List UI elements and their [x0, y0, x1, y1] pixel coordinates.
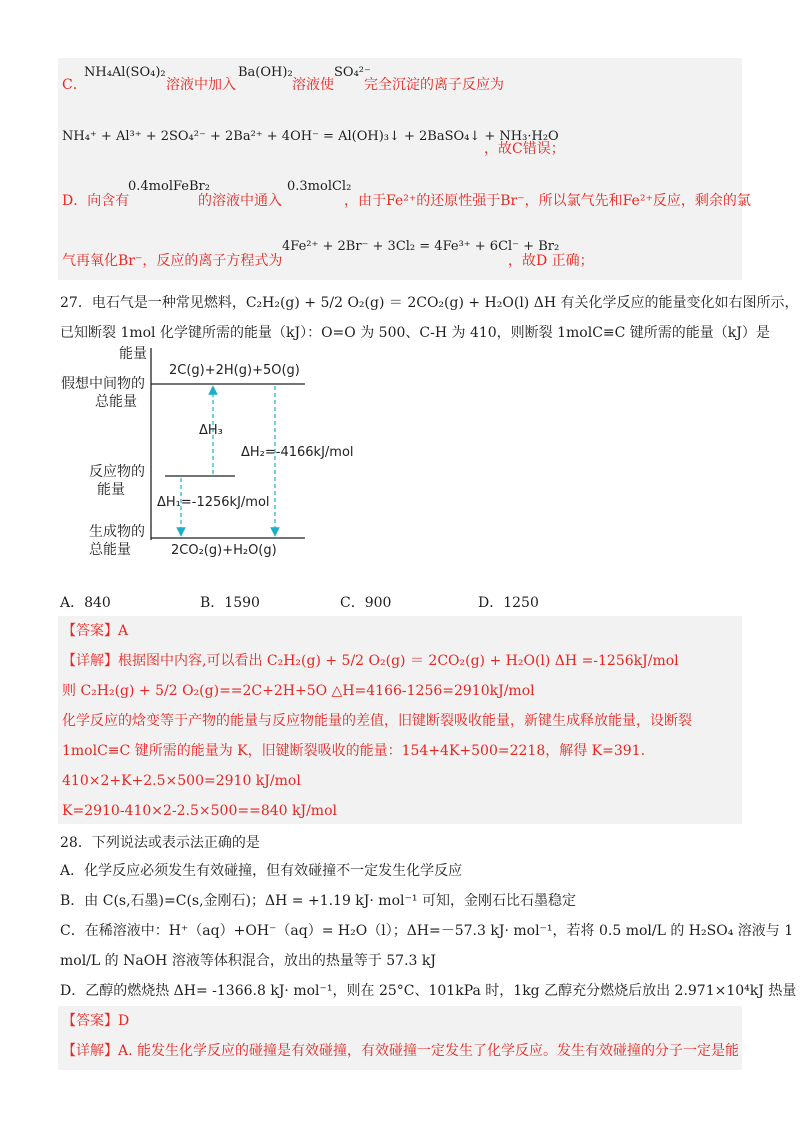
q28-option-c-line-2: mol/L 的 NaOH 溶液等体积混合，放出的热量等于 57.3 kJ: [60, 953, 436, 969]
formula-so4: SO₄²⁻: [334, 65, 371, 80]
detail-text: A. 能发生化学反应的碰撞是有效碰撞，有效碰撞一定发生了化学反应。发生有效碰撞的分子一定是能: [118, 1043, 740, 1059]
detail-27-line-3: 化学反应的焓变等于产物的能量与反应物能量的差值，旧键断裂吸收能量，新键生成释放能量，设断裂: [62, 713, 692, 729]
question-28-stem: 28．下列说法或表示法正确的是: [60, 835, 260, 851]
answer-28: 【答案】D: [62, 1013, 130, 1029]
formula-cl2: 0.3molCl₂: [287, 179, 352, 194]
product-label-1: 生成物的: [89, 524, 145, 540]
q28-option-c-line-1: C．在稀溶液中：H⁺（aq）+OH⁻（aq）= H₂O（l）；ΔH=－57.3 kJ· mol⁻¹，若将 0.5 mol/L 的 H₂SO₄ 溶液与 1: [60, 923, 794, 939]
option-c-text-3: 完全沉淀的离子反应为: [364, 77, 504, 93]
reactant-label-2: 能量: [97, 482, 125, 498]
equation-c: NH₄⁺ + Al³⁺ + 2SO₄²⁻ + 2Ba²⁺ + 4OH⁻ = Al(OH)₃↓ + 2BaSO₄↓ + NH₃·H₂O: [62, 129, 559, 144]
dh3-label: ΔH₃: [199, 423, 223, 438]
detail-27-line-6: K=2910-410×2-2.5×500==840 kJ/mol: [62, 803, 337, 819]
formula-nh4al: NH₄Al(SO₄)₂: [84, 65, 166, 80]
detail-28-line-1: [62, 1042, 739, 1060]
formula-baoh2: Ba(OH)₂: [238, 65, 293, 80]
product-label-2: 总能量: [89, 542, 131, 558]
dh1-label: ΔH₁=-1256kJ/mol: [157, 495, 270, 510]
option-d-prefix: D．向含有: [62, 193, 130, 209]
option-c-prefix: C．: [62, 77, 87, 93]
option-d-text-3: 气再氧化Br⁻，反应的离子方程式为: [62, 253, 283, 269]
q28-option-a: A．化学反应必须发生有效碰撞，但有效碰撞不一定发生化学反应: [60, 863, 463, 879]
option-c-end: ，故C错误；: [484, 141, 565, 157]
detail-text: 根据图中内容,可以看出 C₂H₂(g) + 5/2 O₂(g) ＝ 2CO₂(g) + H₂O(l) ΔH =-1256kJ/mol: [118, 653, 679, 669]
detail-tag: 【详解】: [62, 653, 118, 669]
formula-febr2: 0.4molFeBr₂: [128, 179, 210, 194]
energy-diagram: [61, 342, 385, 562]
reactant-label-1: 反应物的: [89, 464, 145, 480]
question-27-line-2: 已知断裂 1mol 化学键所需的能量（kJ）：O=O 为 500、C-H 为 410，则断裂 1molC≡C 键所需的能量（kJ）是: [60, 325, 770, 341]
q27-option-d: D．1250: [478, 595, 539, 611]
answer-27: 【答案】A: [62, 623, 129, 639]
q28-option-b: B．由 C(s,石墨)=C(s,金刚石)；ΔH = +1.19 kJ· mol⁻¹ 可知，金刚石比石墨稳定: [60, 893, 576, 909]
option-c-text-1: 溶液中加入: [166, 77, 236, 93]
equation-d: 4Fe²⁺ + 2Br⁻ + 3Cl₂ = 4Fe³⁺ + 6Cl⁻ + Br₂: [282, 239, 560, 254]
q27-option-a: A．840: [60, 595, 111, 611]
detail-27-line-5: 410×2+K+2.5×500=2910 kJ/mol: [62, 773, 301, 789]
q27-option-c: C．900: [340, 595, 392, 611]
intermediate-label-1: 假想中间物的: [61, 376, 145, 392]
detail-27-line-2: 则 C₂H₂(g) + 5/2 O₂(g)==2C+2H+5O △H=4166-1256=2910kJ/mol: [62, 683, 535, 699]
option-d-end: ，故D 正确；: [508, 253, 594, 269]
dh2-label: ΔH₂=-4166kJ/mol: [241, 445, 354, 460]
detail-27-line-1: [62, 652, 679, 670]
option-c-text-2: 溶液使: [292, 77, 334, 93]
axis-label: 能量: [119, 346, 147, 362]
product-species: 2CO₂(g)+H₂O(g): [171, 543, 277, 558]
answer-box-28: [58, 1006, 742, 1070]
question-27-line-1: 27．电石气是一种常见燃料，C₂H₂(g) + 5/2 O₂(g) ＝ 2CO₂(g) + H₂O(l) ΔH 有关化学反应的能量变化如右图所示，: [60, 295, 799, 311]
option-d-text-2: ，由于Fe²⁺的还原性强于Br⁻，所以氯气先和Fe²⁺反应，剩余的氯: [344, 193, 751, 209]
q27-option-b: B．1590: [200, 595, 260, 611]
intermediate-label-2: 总能量: [95, 394, 137, 410]
option-d-text-1: 的溶液中通入: [198, 193, 282, 209]
detail-tag: 【详解】: [62, 1043, 118, 1059]
intermediate-species: 2C(g)+2H(g)+5O(g): [169, 363, 300, 378]
q28-option-d: D．乙醇的燃烧热 ΔH= -1366.8 kJ· mol⁻¹，则在 25°C、101kPa 时，1kg 乙醇充分燃烧后放出 2.971×10⁴kJ 热量: [60, 983, 797, 999]
detail-27-line-4: 1molC≡C 键所需的能量为 K，旧键断裂吸收的能量：154+4K+500=2218，解得 K=391.: [62, 743, 646, 759]
